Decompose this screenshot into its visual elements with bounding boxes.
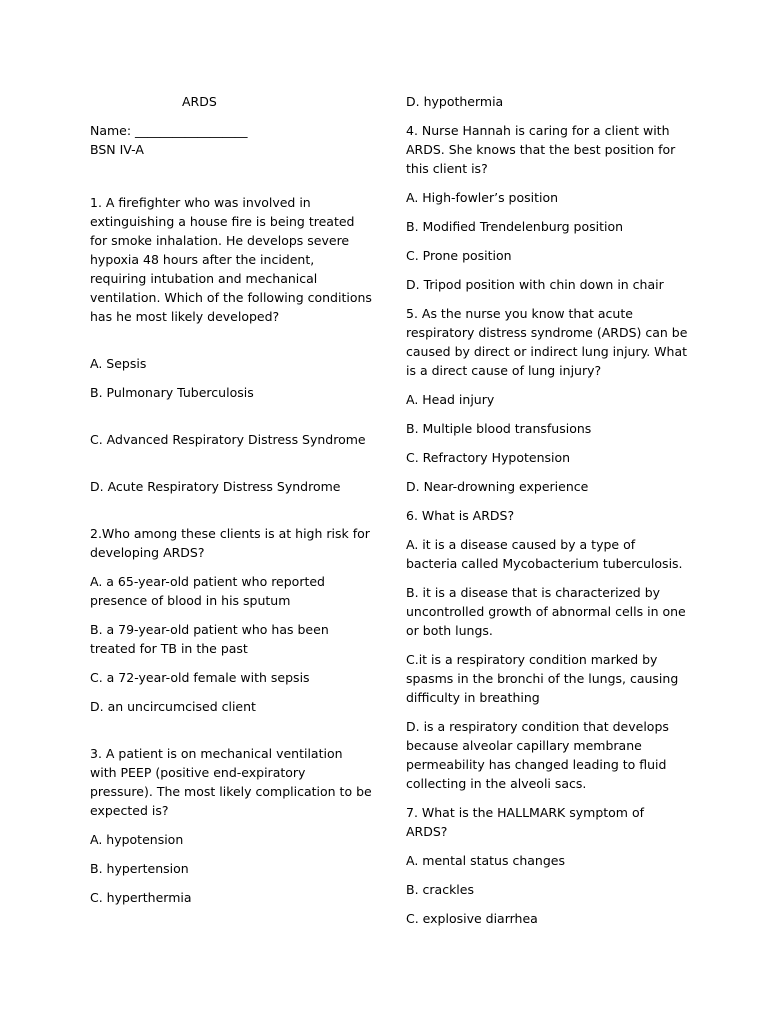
q7-option-c: C. explosive diarrhea	[406, 911, 538, 926]
q6-option-b: B. it is a disease that is characterized by uncontrolled growth of abnormal cells in one or both lungs.	[406, 585, 686, 638]
q1-option-a: A. Sepsis	[90, 356, 147, 371]
q5-option-c: C. Refractory Hypotension	[406, 450, 571, 465]
q5-option-b: B. Multiple blood transfusions	[406, 421, 592, 436]
q7-option-a: A. mental status changes	[406, 853, 565, 868]
q3-option-b: B. hypertension	[90, 861, 189, 876]
q3-option-c: C. hyperthermia	[90, 890, 192, 905]
name-field-line: Name: __________________	[90, 123, 248, 138]
q1-option-d: D. Acute Respiratory Distress Syndrome	[90, 479, 341, 494]
q2-option-b: B. a 79-year-old patient who has been treated for TB in the past	[90, 622, 329, 656]
q4-option-b: B. Modified Trendelenburg position	[406, 219, 624, 234]
q4-option-d: D. Tripod position with chin down in chair	[406, 277, 664, 292]
document-title: ARDS	[182, 94, 217, 109]
q5-option-d: D. Near-drowning experience	[406, 479, 589, 494]
question-2: 2.Who among these clients is at high risk for developing ARDS?	[90, 526, 370, 560]
right-column	[406, 92, 688, 928]
q3-option-a: A. hypotension	[90, 832, 184, 847]
question-4: 4. Nurse Hannah is caring for a client with ARDS. She knows that the best position for this client is?	[406, 123, 676, 176]
q2-option-d: D. an uncircumcised client	[90, 699, 256, 714]
q2-option-c: C. a 72-year-old female with sepsis	[90, 670, 310, 685]
question-1: 1. A firefighter who was involved in extinguishing a house fire is being treated for smoke inhalation. He develops severe hypoxia 48 hours after the incident, requiring intubation and mechanical ventilation. Which of the following conditions has he most likely developed?	[90, 195, 372, 324]
q6-option-a: A. it is a disease caused by a type of bacteria called Mycobacterium tuberculosis.	[406, 537, 683, 571]
q1-option-c: C. Advanced Respiratory Distress Syndrome	[90, 432, 366, 447]
q6-option-c: C.it is a respiratory condition marked by spasms in the bronchi of the lungs, causing difficulty in breathing	[406, 652, 679, 705]
q4-option-a: A. High-fowler’s position	[406, 190, 559, 205]
q4-option-c: C. Prone position	[406, 248, 512, 263]
question-7: 7. What is the HALLMARK symptom of ARDS?	[406, 805, 645, 839]
question-6: 6. What is ARDS?	[406, 508, 515, 523]
q1-option-b: B. Pulmonary Tuberculosis	[90, 385, 254, 400]
left-column	[90, 92, 372, 907]
q2-option-a: A. a 65-year-old patient who reported presence of blood in his sputum	[90, 574, 325, 608]
question-5: 5. As the nurse you know that acute respiratory distress syndrome (ARDS) can be caused by direct or indirect lung injury. What is a direct cause of lung injury?	[406, 306, 688, 378]
q5-option-a: A. Head injury	[406, 392, 495, 407]
q3-option-d: D. hypothermia	[406, 94, 504, 109]
q7-option-b: B. crackles	[406, 882, 474, 897]
question-3: 3. A patient is on mechanical ventilation with PEEP (positive end-expiratory pressure). The most likely complication to be expected is?	[90, 746, 372, 818]
q6-option-d: D. is a respiratory condition that develops because alveolar capillary membrane permeability has changed leading to fluid collecting in the alveoli sacs.	[406, 719, 669, 791]
section-label: BSN IV-A	[90, 142, 144, 157]
